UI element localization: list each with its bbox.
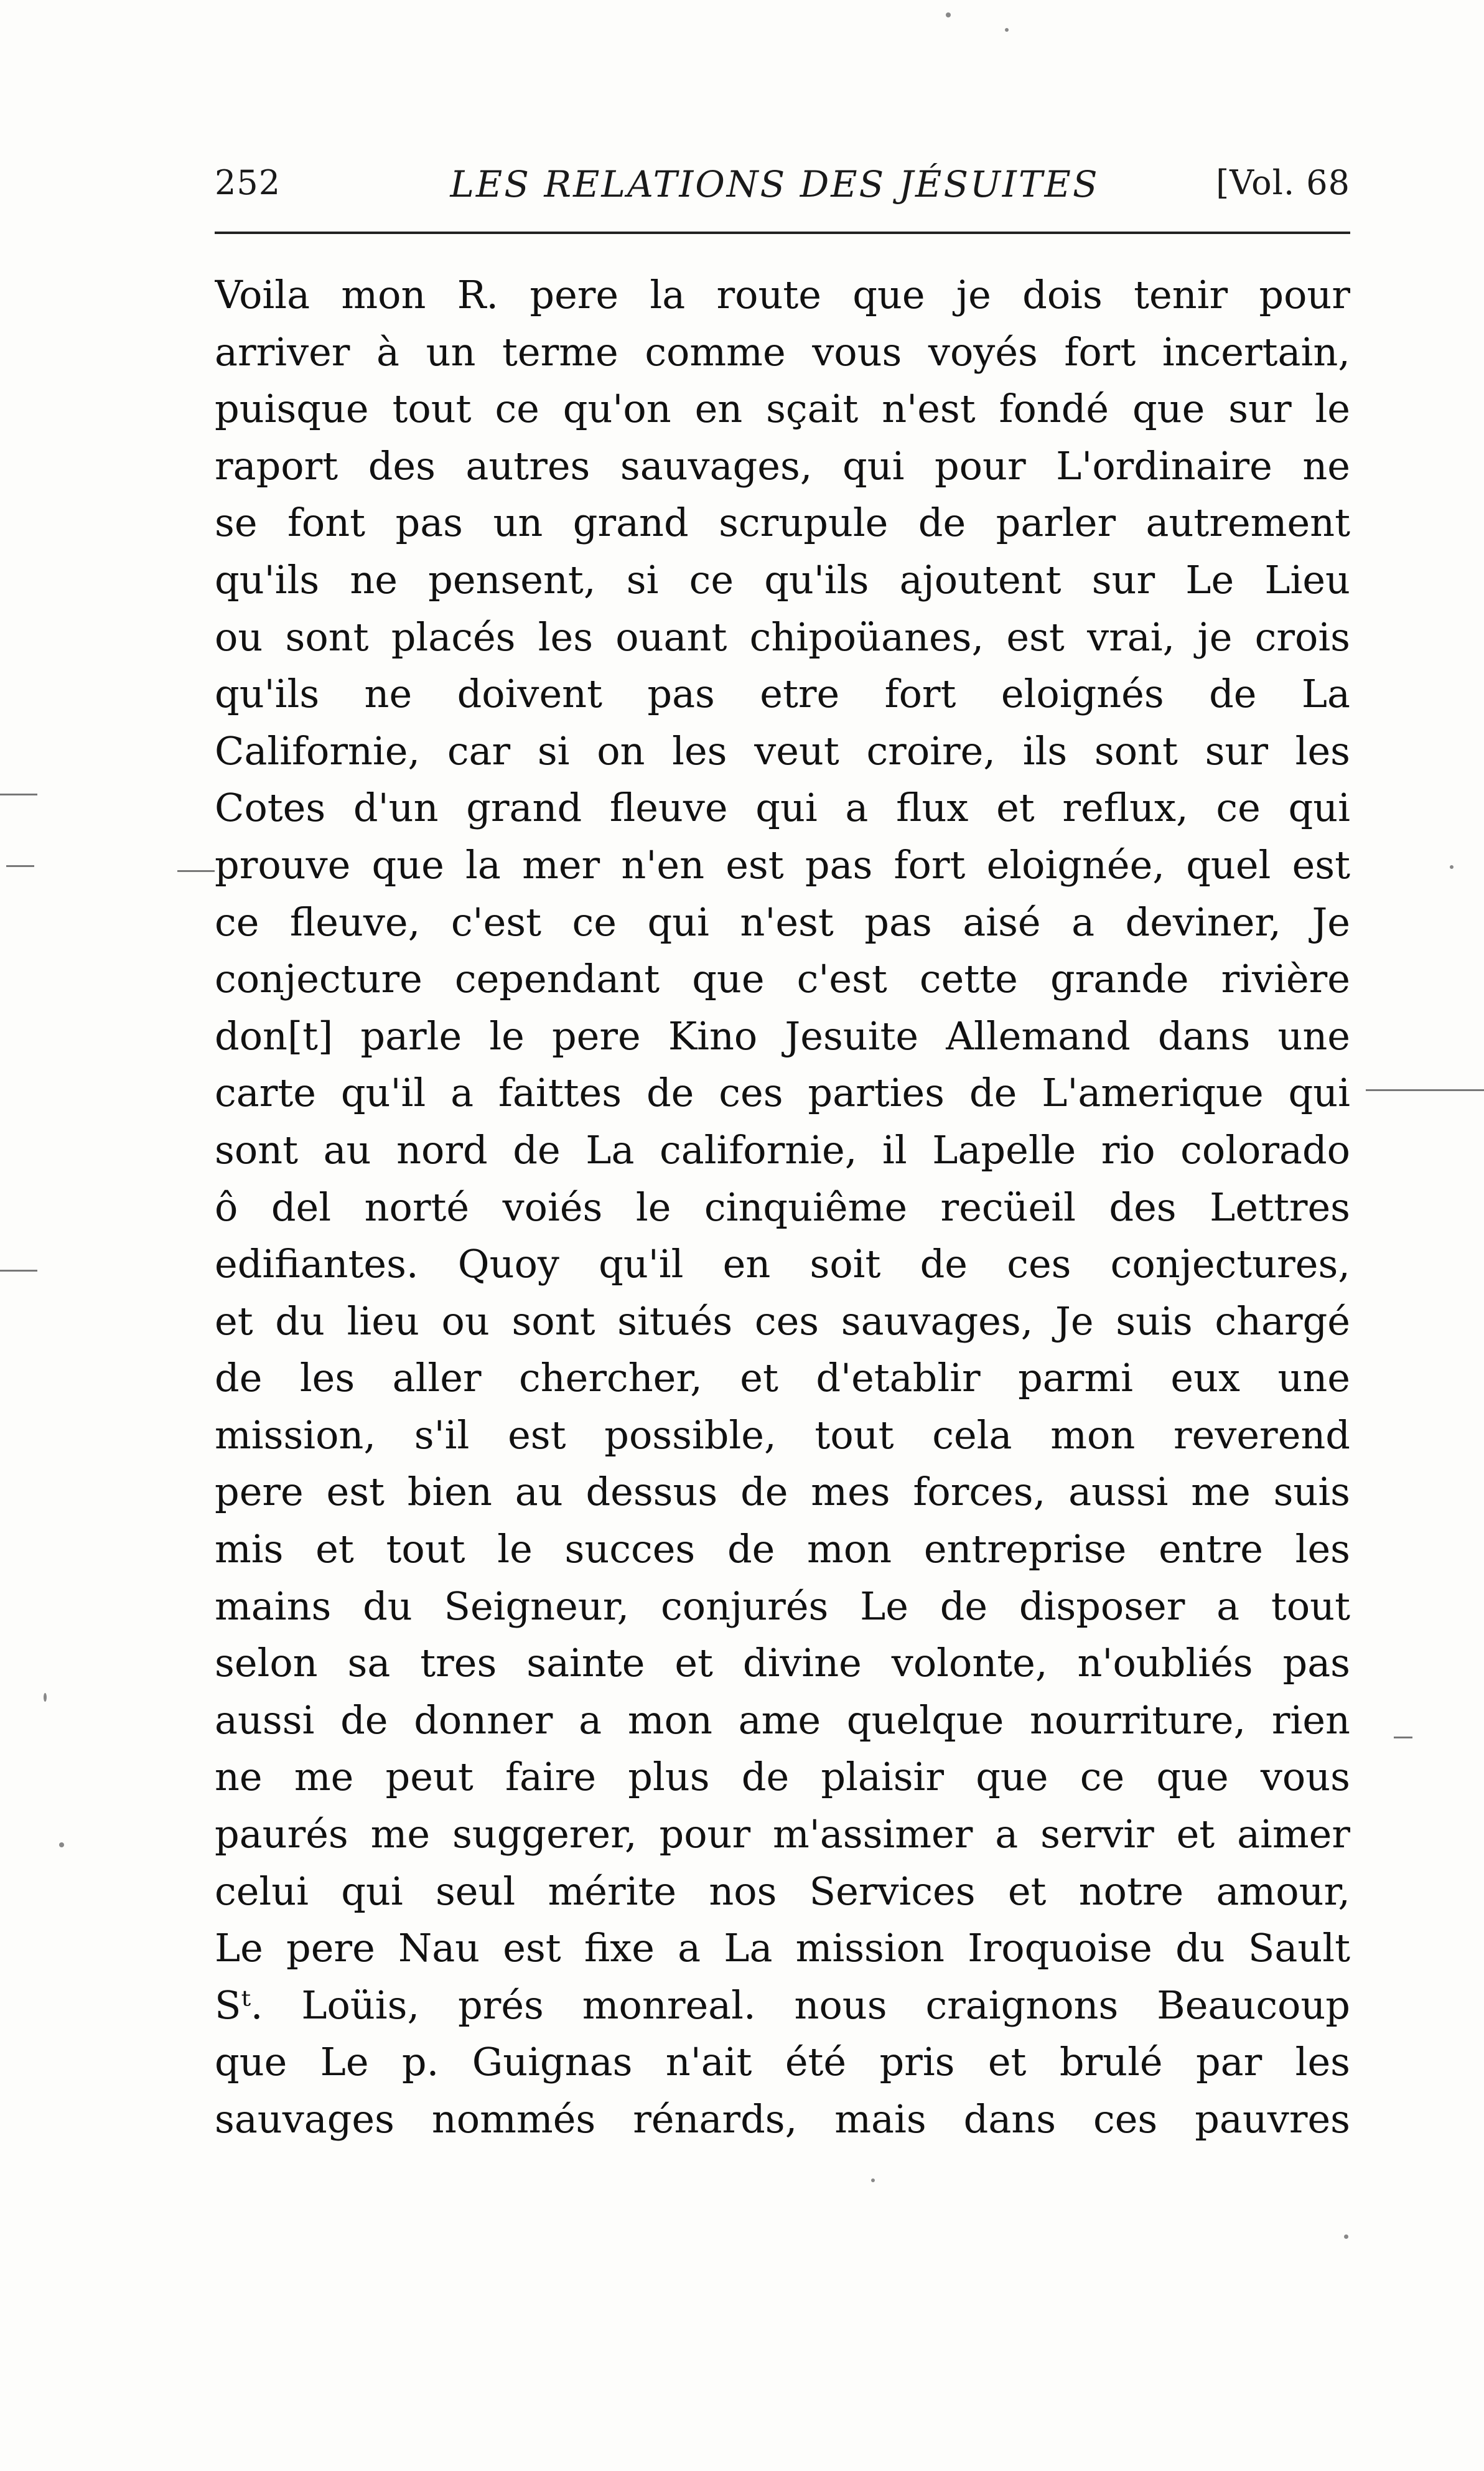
- text-line: sauvages nommés rénards, mais dans ces pauvres: [215, 2096, 1350, 2142]
- scan-mark: [0, 1270, 37, 1272]
- text-line: ne me peut faire plus de plaisir que ce que vous: [215, 1754, 1350, 1800]
- scan-mark: [177, 870, 215, 872]
- text-line: celui qui seul mérite nos Services et notre amour,: [215, 1868, 1350, 1914]
- scan-speck: [1005, 28, 1009, 32]
- text-line: Californie, car si on les veut croire, ils sont sur les: [215, 728, 1350, 774]
- text-line: mission, s'il est possible, tout cela mon reverend: [215, 1412, 1350, 1458]
- scan-speck: [59, 1842, 64, 1847]
- text-line: qu'ils ne doivent pas etre fort eloignés de La: [215, 671, 1350, 717]
- text-line: ô del norté voiés le cinquiême recüeil des Lettres: [215, 1184, 1350, 1230]
- text-line: raport des autres sauvages, qui pour L'ordinaire ne: [215, 443, 1350, 489]
- text-line: selon sa tres sainte et divine volonte, n'oubliés pas: [215, 1640, 1350, 1686]
- text-line: carte qu'il a faittes de ces parties de L'amerique qui: [215, 1070, 1350, 1116]
- scan-speck: [44, 1693, 47, 1702]
- scan-speck: [871, 2178, 875, 2182]
- text-line: edifiantes. Quoy qu'il en soit de ces conjectures,: [215, 1241, 1350, 1287]
- text-line: et du lieu ou sont situés ces sauvages, Je suis chargé: [215, 1298, 1350, 1344]
- text-line: Voila mon R. pere la route que je dois tenir pour: [215, 272, 1350, 317]
- text-line: Cotes d'un grand fleuve qui a flux et reflux, ce qui: [215, 785, 1350, 831]
- header-rule: [215, 232, 1350, 234]
- text-line: mis et tout le succes de mon entreprise entre les: [215, 1526, 1350, 1572]
- text-line: qu'ils ne pensent, si ce qu'ils ajoutent sur Le Lieu: [215, 556, 1350, 603]
- scan-speck: [1344, 2234, 1348, 2239]
- text-line: ce fleuve, c'est ce qui n'est pas aisé a deviner, Je: [215, 899, 1350, 945]
- text-line: paurés me suggerer, pour m'assimer a servir et aimer: [215, 1811, 1350, 1857]
- running-title: LES RELATIONS DES JÉSUITES: [450, 163, 1099, 205]
- scan-mark: [1366, 1089, 1484, 1091]
- text-line: arriver à un terme comme vous voyés fort incertain,: [215, 329, 1350, 375]
- text-line: aussi de donner a mon ame quelque nourriture, rien: [215, 1697, 1350, 1743]
- page-header: [215, 163, 1350, 213]
- body-text: [215, 266, 1350, 2148]
- text-line: que Le p. Guignas n'ait été pris et brulé par les: [215, 2039, 1350, 2085]
- volume-label: [Vol. 68: [1216, 163, 1350, 202]
- text-line: de les aller chercher, et d'etablir parmi eux une: [215, 1355, 1350, 1401]
- page-number: 252: [215, 163, 281, 202]
- text-line: prouve que la mer n'en est pas fort eloignée, quel est: [215, 842, 1350, 888]
- scan-mark: [1394, 1737, 1412, 1738]
- text-line: ou sont placés les ouant chipoüanes, est vrai, je crois: [215, 614, 1350, 660]
- text-line: Le pere Nau est fixe a La mission Iroquoise du Sault: [215, 1925, 1350, 1971]
- scan-speck: [946, 12, 951, 17]
- text-line: se font pas un grand scrupule de parler autrement: [215, 500, 1350, 546]
- scan-speck: [1450, 865, 1454, 869]
- text-line: Sᵗ. Loüis, prés monreal. nous craignons Beaucoup: [215, 1982, 1350, 2028]
- text-line: conjecture cependant que c'est cette grande rivière: [215, 956, 1350, 1002]
- text-line: pere est bien au dessus de mes forces, aussi me suis: [215, 1469, 1350, 1515]
- text-line: puisque tout ce qu'on en sçait n'est fondé que sur le: [215, 386, 1350, 432]
- text-line: mains du Seigneur, conjurés Le de disposer a tout: [215, 1583, 1350, 1629]
- text-line: don[t] parle le pere Kino Jesuite Allemand dans une: [215, 1013, 1350, 1059]
- scan-mark: [6, 865, 34, 867]
- scan-mark: [0, 794, 37, 795]
- text-line: sont au nord de La californie, il Lapelle rio colorado: [215, 1127, 1350, 1173]
